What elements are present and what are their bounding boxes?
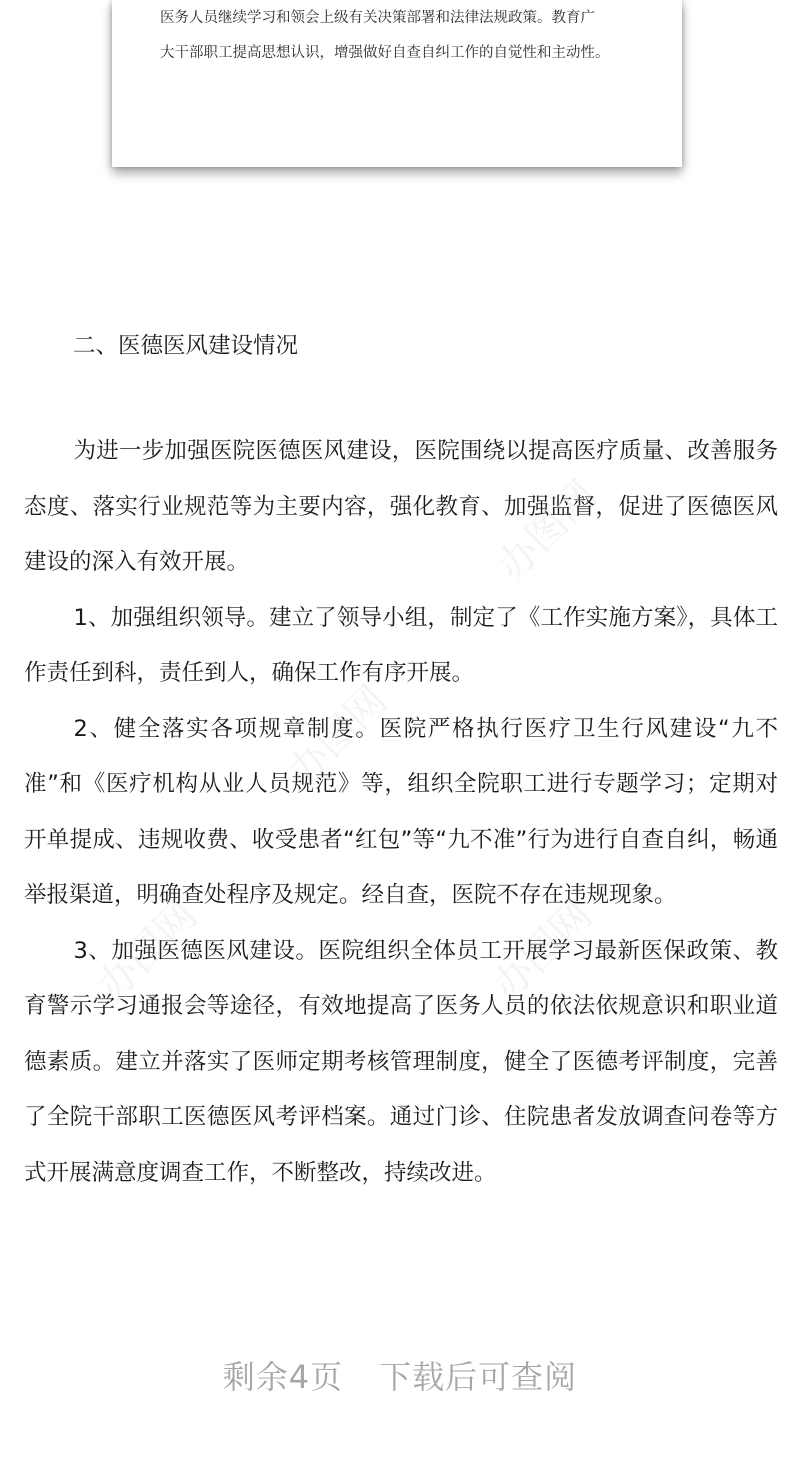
- preview-card-line: 医务人员继续学习和领会上级有关决策部署和法律法规政策。教育广: [160, 10, 595, 26]
- item-paragraph-3: 3、加强医德医风建设。医院组织全体员工开展学习最新医保政策、教育警示学习通报会等途径，有效地提高了医务人员的依法依规意识和职业道德素质。建立并落实了医师定期考核管理制度，健全了医德考评制度，完善了全院干部职工医德医风考评档案。通过门诊、住院患者发放调查问卷等方式开展满意度调查工作，不断整改，持续改进。: [24, 937, 778, 1186]
- intro-paragraph: 为进一步加强医院医德医风建设，医院围绕以提高医疗质量、改善服务态度、落实行业规范等为主要内容，强化教育、加强监督，促进了医德医风建设的深入有效开展。: [24, 438, 778, 575]
- watermark: 办图网: [88, 892, 207, 1010]
- section-heading: 二、医德医风建设情况: [73, 333, 299, 359]
- watermark: 办图网: [488, 472, 607, 590]
- remaining-pages-text[interactable]: 剩余4页: [222, 1358, 344, 1396]
- item-paragraph-1: 1、加强组织领导。建立了领导小组，制定了《工作实施方案》，具体工作责任到科，责任到人，确保工作有序开展。: [24, 604, 778, 686]
- download-prompt[interactable]: [0, 1355, 800, 1399]
- download-hint-text[interactable]: 下载后可查阅: [379, 1358, 578, 1396]
- item-paragraph-2: 2、健全落实各项规章制度。医院严格执行医疗卫生行风建设“九不准”和《医疗机构从业人员规范》等，组织全院职工进行专题学习；定期对开单提成、违规收费、收受患者“红包”等“九不准”行为进行自查自纠，畅通举报渠道，明确查处程序及规定。经自查，医院不存在违规现象。: [24, 715, 778, 908]
- preview-card: [112, 0, 682, 167]
- watermark: 办图网: [278, 677, 397, 795]
- preview-card-line: 大干部职工提高思想认识，增强做好自查自纠工作的自觉性和主动性。: [160, 45, 610, 61]
- document-body: [24, 424, 778, 1201]
- watermark: 办图网: [483, 892, 602, 1010]
